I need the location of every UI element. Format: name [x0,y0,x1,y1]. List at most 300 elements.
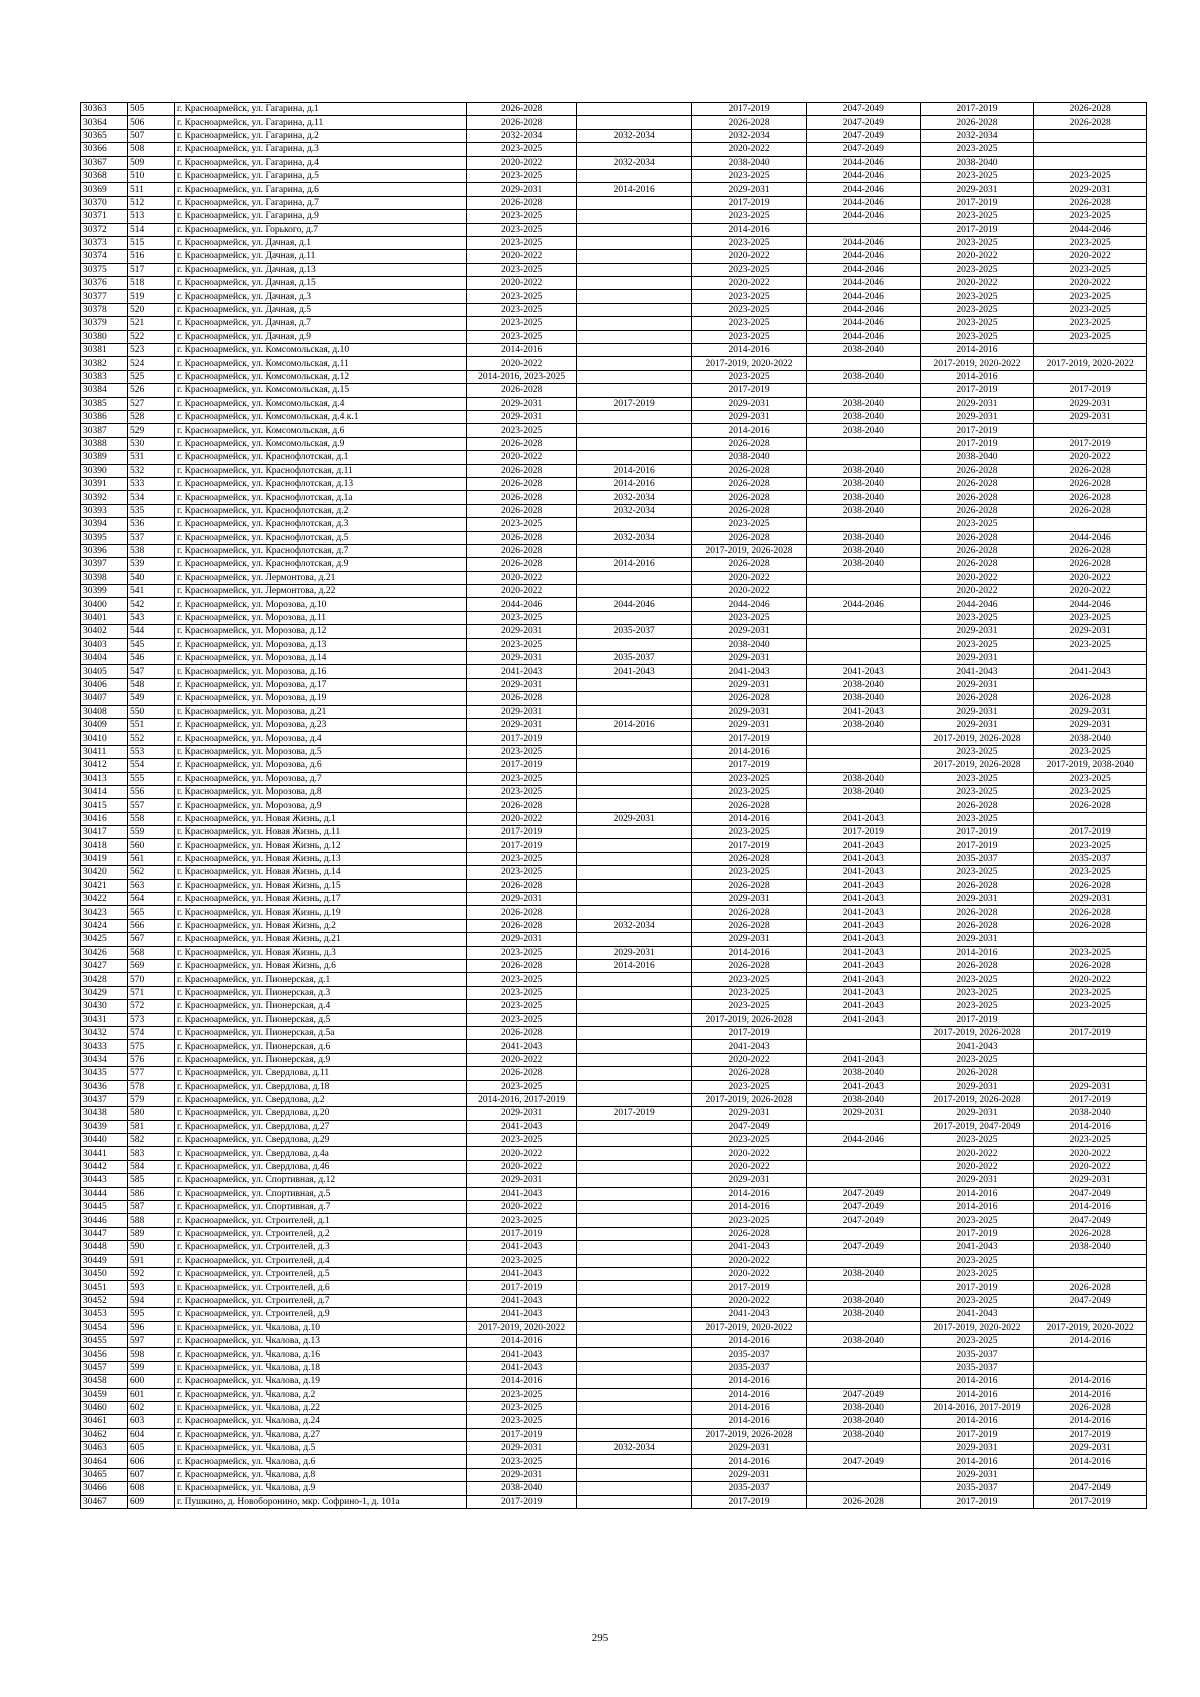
period-cell-3: 2020-2022 [692,143,807,156]
table-row [81,1147,1147,1160]
period-cell-2: 2014-2016 [577,960,692,973]
period-cell-6: 2020-2022 [1034,1160,1147,1173]
period-cell-5: 2026-2028 [920,919,1034,932]
address-cell: г. Красноармейск, ул. Морозова, д.5 [175,745,467,758]
period-cell-6: 2026-2028 [1034,491,1147,504]
period-cell-6: 2014-2016 [1034,1201,1147,1214]
period-cell-4: 2044-2046 [806,303,920,316]
period-cell-1: 2023-2025 [466,852,576,865]
address-cell: г. Красноармейск, ул. Гагарина, д.2 [175,129,467,142]
address-cell: г. Красноармейск, ул. Спортивная, д.12 [175,1174,467,1187]
period-cell-1: 2029-2031 [466,410,576,423]
period-cell-1: 2023-2025 [466,1388,576,1401]
period-cell-5: 2041-2043 [920,665,1034,678]
table-row [81,1482,1147,1495]
period-cell-4: 2038-2040 [806,1428,920,1441]
period-cell-1: 2029-2031 [466,893,576,906]
address-cell: г. Красноармейск, ул. Морозова, д.6 [175,759,467,772]
period-cell-4: 2044-2046 [806,169,920,182]
period-cell-1: 2017-2019 [466,826,576,839]
period-cell-5: 2041-2043 [920,1308,1034,1321]
period-cell-4: 2041-2043 [806,705,920,718]
period-cell-1: 2041-2043 [466,1241,576,1254]
period-cell-2 [577,799,692,812]
period-cell-4: 2038-2040 [806,1067,920,1080]
address-cell: г. Красноармейск, ул. Комсомольская, д.4 к.1 [175,410,467,423]
record-id-cell: 30450 [81,1267,128,1280]
period-cell-6 [1034,1348,1147,1361]
table-row [81,183,1147,196]
period-cell-2: 2032-2034 [577,504,692,517]
record-id-cell: 30388 [81,437,128,450]
period-cell-3: 2032-2034 [692,129,807,142]
period-cell-6: 2020-2022 [1034,277,1147,290]
record-id-cell: 30386 [81,410,128,423]
period-cell-2 [577,1227,692,1240]
period-cell-4: 2044-2046 [806,156,920,169]
record-id-cell: 30442 [81,1160,128,1173]
period-cell-5: 2029-2031 [920,705,1034,718]
period-cell-5: 2023-2025 [920,973,1034,986]
period-cell-4: 2044-2046 [806,330,920,343]
period-cell-4 [806,1160,920,1173]
address-cell: г. Красноармейск, ул. Строителей, д.9 [175,1308,467,1321]
item-number-cell: 591 [128,1254,175,1267]
table-row [81,1000,1147,1013]
table-row [81,290,1147,303]
item-number-cell: 513 [128,210,175,223]
record-id-cell: 30409 [81,718,128,731]
period-cell-4: 2047-2049 [806,103,920,116]
item-number-cell: 550 [128,705,175,718]
record-id-cell: 30437 [81,1093,128,1106]
period-cell-4: 2038-2040 [806,692,920,705]
period-cell-3: 2026-2028 [692,464,807,477]
period-cell-3: 2014-2016 [692,1388,807,1401]
period-cell-3: 2029-2031 [692,625,807,638]
period-cell-3: 2029-2031 [692,183,807,196]
period-cell-5: 2023-2025 [920,1053,1034,1066]
record-id-cell: 30446 [81,1214,128,1227]
table-row [81,665,1147,678]
period-cell-4: 2038-2040 [806,491,920,504]
table-row [81,973,1147,986]
period-cell-4: 2047-2049 [806,116,920,129]
table-row [81,893,1147,906]
period-cell-6: 2017-2019 [1034,384,1147,397]
table-row [81,1388,1147,1401]
period-cell-5: 2023-2025 [920,290,1034,303]
period-cell-3: 2023-2025 [692,973,807,986]
period-cell-1: 2017-2019 [466,1495,576,1508]
period-cell-1: 2020-2022 [466,357,576,370]
address-cell: г. Красноармейск, ул. Новая Жизнь, д.17 [175,893,467,906]
address-cell: г. Красноармейск, ул. Новая Жизнь, д.2 [175,919,467,932]
address-cell: г. Красноармейск, ул. Новая Жизнь, д.14 [175,866,467,879]
period-cell-4: 2041-2043 [806,986,920,999]
record-id-cell: 30385 [81,397,128,410]
period-cell-2 [577,678,692,691]
period-cell-6: 2029-2031 [1034,183,1147,196]
period-cell-5: 2026-2028 [920,504,1034,517]
table-row [81,1375,1147,1388]
table-row [81,1348,1147,1361]
period-cell-2 [577,1375,692,1388]
table-row [81,1227,1147,1240]
address-cell: г. Красноармейск, ул. Лермонтова, д.21 [175,571,467,584]
period-cell-6: 2029-2031 [1034,1080,1147,1093]
period-cell-6: 2017-2019 [1034,1428,1147,1441]
period-cell-4: 2041-2043 [806,906,920,919]
table-row [81,1053,1147,1066]
table-row [81,919,1147,932]
period-cell-3: 2026-2028 [692,531,807,544]
period-cell-6 [1034,1361,1147,1374]
period-cell-1: 2029-2031 [466,678,576,691]
record-id-cell: 30463 [81,1442,128,1455]
item-number-cell: 557 [128,799,175,812]
period-cell-3: 2017-2019, 2020-2022 [692,1321,807,1334]
period-cell-1: 2014-2016 [466,1334,576,1347]
period-cell-3: 2026-2028 [692,906,807,919]
period-cell-1: 2020-2022 [466,156,576,169]
period-cell-4: 2038-2040 [806,1267,920,1280]
period-cell-5: 2035-2037 [920,1361,1034,1374]
period-cell-5: 2023-2025 [920,1134,1034,1147]
period-cell-1: 2020-2022 [466,1201,576,1214]
record-id-cell: 30376 [81,277,128,290]
record-id-cell: 30405 [81,665,128,678]
period-cell-2 [577,344,692,357]
period-cell-4: 2044-2046 [806,250,920,263]
period-cell-4: 2041-2043 [806,812,920,825]
record-id-cell: 30395 [81,531,128,544]
record-id-cell: 30369 [81,183,128,196]
period-cell-6: 2026-2028 [1034,477,1147,490]
item-number-cell: 536 [128,518,175,531]
record-id-cell: 30454 [81,1321,128,1334]
item-number-cell: 599 [128,1361,175,1374]
period-cell-3: 2026-2028 [692,960,807,973]
address-cell: г. Красноармейск, ул. Чкалова, д.8 [175,1468,467,1481]
period-cell-2 [577,370,692,383]
period-cell-1: 2023-2025 [466,946,576,959]
address-cell: г. Красноармейск, ул. Дачная, д.15 [175,277,467,290]
period-cell-5: 2032-2034 [920,129,1034,142]
period-cell-5: 2023-2025 [920,638,1034,651]
period-cell-2: 2017-2019 [577,397,692,410]
period-cell-6: 2023-2025 [1034,303,1147,316]
table-row [81,397,1147,410]
period-cell-2 [577,866,692,879]
table-row [81,598,1147,611]
address-cell: г. Красноармейск, ул. Свердлова, д.46 [175,1160,467,1173]
record-id-cell: 30429 [81,986,128,999]
period-cell-1: 2026-2028 [466,464,576,477]
period-cell-2: 2044-2046 [577,598,692,611]
period-cell-4: 2044-2046 [806,317,920,330]
address-cell: г. Красноармейск, ул. Чкалова, д.2 [175,1388,467,1401]
period-cell-2: 2032-2034 [577,1442,692,1455]
item-number-cell: 600 [128,1375,175,1388]
period-cell-6: 2026-2028 [1034,692,1147,705]
period-cell-5: 2035-2037 [920,1348,1034,1361]
table-row [81,611,1147,624]
item-number-cell: 604 [128,1428,175,1441]
period-cell-3: 2023-2025 [692,1000,807,1013]
address-cell: г. Красноармейск, ул. Чкалова, д.6 [175,1455,467,1468]
period-cell-1: 2029-2031 [466,625,576,638]
period-cell-6: 2026-2028 [1034,919,1147,932]
table-row [81,1442,1147,1455]
item-number-cell: 572 [128,1000,175,1013]
period-cell-3: 2014-2016 [692,946,807,959]
record-id-cell: 30452 [81,1294,128,1307]
record-id-cell: 30370 [81,196,128,209]
period-cell-3: 2026-2028 [692,692,807,705]
address-cell: г. Красноармейск, ул. Новая Жизнь, д.12 [175,839,467,852]
item-number-cell: 582 [128,1134,175,1147]
period-cell-6: 2044-2046 [1034,531,1147,544]
period-cell-5: 2023-2025 [920,317,1034,330]
period-cell-3: 2029-2031 [692,410,807,423]
address-cell: г. Красноармейск, ул. Строителей, д.1 [175,1214,467,1227]
record-id-cell: 30408 [81,705,128,718]
item-number-cell: 562 [128,866,175,879]
item-number-cell: 575 [128,1040,175,1053]
address-cell: г. Красноармейск, ул. Гагарина, д.4 [175,156,467,169]
record-id-cell: 30444 [81,1187,128,1200]
table-row [81,330,1147,343]
record-id-cell: 30465 [81,1468,128,1481]
period-cell-3: 2023-2025 [692,1134,807,1147]
record-id-cell: 30378 [81,303,128,316]
record-id-cell: 30434 [81,1053,128,1066]
period-cell-4 [806,357,920,370]
period-cell-2 [577,196,692,209]
table-row [81,785,1147,798]
period-cell-4: 2038-2040 [806,1093,920,1106]
table-row [81,410,1147,423]
period-cell-5: 2035-2037 [920,1482,1034,1495]
record-id-cell: 30438 [81,1107,128,1120]
period-cell-5: 2017-2019, 2020-2022 [920,1321,1034,1334]
item-number-cell: 512 [128,196,175,209]
period-cell-2: 2017-2019 [577,1107,692,1120]
period-cell-5: 2014-2016 [920,1455,1034,1468]
table-row [81,236,1147,249]
address-cell: г. Красноармейск, ул. Морозова, д.14 [175,652,467,665]
period-cell-1: 2026-2028 [466,1067,576,1080]
item-number-cell: 525 [128,370,175,383]
period-cell-6: 2017-2019, 2020-2022 [1034,357,1147,370]
period-cell-5: 2026-2028 [920,531,1034,544]
period-cell-2 [577,250,692,263]
period-cell-2 [577,1482,692,1495]
address-cell: г. Красноармейск, ул. Гагарина, д.6 [175,183,467,196]
period-cell-1: 2023-2025 [466,638,576,651]
period-cell-5: 2026-2028 [920,906,1034,919]
period-cell-4 [806,1482,920,1495]
item-number-cell: 577 [128,1067,175,1080]
record-id-cell: 30467 [81,1495,128,1508]
period-cell-4: 2026-2028 [806,1495,920,1508]
record-id-cell: 30421 [81,879,128,892]
address-cell: г. Красноармейск, ул. Гагарина, д.1 [175,103,467,116]
period-cell-4: 2041-2043 [806,933,920,946]
address-cell: г. Красноармейск, ул. Новая Жизнь, д.1 [175,812,467,825]
period-cell-4: 2044-2046 [806,290,920,303]
table-row [81,1401,1147,1414]
table-row [81,571,1147,584]
period-cell-2 [577,277,692,290]
period-cell-1: 2023-2025 [466,1401,576,1414]
table-row [81,477,1147,490]
record-id-cell: 30466 [81,1482,128,1495]
period-cell-2 [577,451,692,464]
period-cell-6: 2017-2019 [1034,1093,1147,1106]
period-cell-1: 2023-2025 [466,210,576,223]
period-cell-3: 2029-2031 [692,705,807,718]
table-row [81,718,1147,731]
address-cell: г. Красноармейск, ул. Пионерская, д.9 [175,1053,467,1066]
period-cell-1: 2026-2028 [466,437,576,450]
period-cell-1: 2014-2016, 2017-2019 [466,1093,576,1106]
table-row [81,464,1147,477]
period-cell-5: 2023-2025 [920,1000,1034,1013]
period-cell-3: 2023-2025 [692,210,807,223]
period-cell-1: 2023-2025 [466,611,576,624]
address-cell: г. Красноармейск, ул. Дачная, д.9 [175,330,467,343]
period-cell-2 [577,826,692,839]
period-cell-6: 2020-2022 [1034,973,1147,986]
period-cell-6: 2026-2028 [1034,960,1147,973]
period-cell-4: 2047-2049 [806,1388,920,1401]
period-cell-4 [806,1026,920,1039]
period-cell-2 [577,1187,692,1200]
item-number-cell: 552 [128,732,175,745]
period-cell-6: 2023-2025 [1034,290,1147,303]
record-id-cell: 30392 [81,491,128,504]
period-cell-4: 2038-2040 [806,410,920,423]
address-cell: г. Красноармейск, ул. Пионерская, д.4 [175,1000,467,1013]
period-cell-3: 2014-2016 [692,344,807,357]
address-cell: г. Красноармейск, ул. Свердлова, д.20 [175,1107,467,1120]
period-cell-5: 2023-2025 [920,169,1034,182]
record-id-cell: 30457 [81,1361,128,1374]
period-cell-2 [577,1174,692,1187]
period-cell-2 [577,611,692,624]
period-cell-1: 2017-2019 [466,1227,576,1240]
period-cell-4 [806,384,920,397]
period-cell-6 [1034,129,1147,142]
record-id-cell: 30383 [81,370,128,383]
period-cell-6 [1034,652,1147,665]
address-cell: г. Красноармейск, ул. Строителей, д.3 [175,1241,467,1254]
period-cell-5: 2029-2031 [920,718,1034,731]
period-cell-1: 2026-2028 [466,384,576,397]
period-cell-5: 2023-2025 [920,745,1034,758]
item-number-cell: 571 [128,986,175,999]
table-row [81,1080,1147,1093]
address-cell: г. Красноармейск, ул. Морозова, д.13 [175,638,467,651]
period-cell-6: 2026-2028 [1034,103,1147,116]
period-cell-1: 2041-2043 [466,1040,576,1053]
period-cell-4: 2044-2046 [806,183,920,196]
period-cell-2: 2032-2034 [577,156,692,169]
period-cell-5: 2023-2025 [920,236,1034,249]
period-cell-3: 2017-2019 [692,732,807,745]
period-cell-4: 2041-2043 [806,973,920,986]
period-cell-2 [577,1468,692,1481]
table-row [81,451,1147,464]
period-cell-5: 2029-2031 [920,397,1034,410]
address-cell: г. Красноармейск, ул. Морозова, д.10 [175,598,467,611]
period-cell-6: 2047-2049 [1034,1187,1147,1200]
period-cell-5: 2017-2019 [920,1428,1034,1441]
table-row [81,317,1147,330]
table-row [81,1361,1147,1374]
period-cell-2 [577,692,692,705]
period-cell-4: 2017-2019 [806,826,920,839]
period-cell-2 [577,1294,692,1307]
period-cell-5: 2017-2019 [920,384,1034,397]
period-cell-2 [577,732,692,745]
address-cell: г. Красноармейск, ул. Дачная, д.1 [175,236,467,249]
period-cell-3: 2029-2031 [692,1107,807,1120]
period-cell-5: 2017-2019 [920,826,1034,839]
period-cell-4 [806,571,920,584]
period-cell-4 [806,638,920,651]
item-number-cell: 576 [128,1053,175,1066]
period-cell-6: 2020-2022 [1034,571,1147,584]
period-cell-4: 2047-2049 [806,129,920,142]
period-cell-6: 2017-2019 [1034,826,1147,839]
period-cell-2 [577,1214,692,1227]
period-cell-3: 2014-2016 [692,424,807,437]
record-id-cell: 30456 [81,1348,128,1361]
record-id-cell: 30373 [81,236,128,249]
period-cell-4: 2041-2043 [806,879,920,892]
address-cell: г. Красноармейск, ул. Чкалова, д.9 [175,1482,467,1495]
address-cell: г. Красноармейск, ул. Новая Жизнь, д.15 [175,879,467,892]
address-cell: г. Красноармейск, ул. Новая Жизнь, д.3 [175,946,467,959]
period-cell-4 [806,759,920,772]
period-cell-5: 2029-2031 [920,652,1034,665]
record-id-cell: 30402 [81,625,128,638]
period-cell-6: 2029-2031 [1034,625,1147,638]
item-number-cell: 510 [128,169,175,182]
period-cell-1: 2023-2025 [466,424,576,437]
table-row [81,143,1147,156]
period-cell-6: 2014-2016 [1034,1375,1147,1388]
period-cell-1: 2023-2025 [466,1214,576,1227]
table-row [81,1308,1147,1321]
address-cell: г. Красноармейск, ул. Морозова, д.17 [175,678,467,691]
item-number-cell: 595 [128,1308,175,1321]
period-cell-5: 2038-2040 [920,156,1034,169]
period-cell-6: 2041-2043 [1034,665,1147,678]
item-number-cell: 509 [128,156,175,169]
address-cell: г. Красноармейск, ул. Чкалова, д.19 [175,1375,467,1388]
address-cell: г. Красноармейск, ул. Новая Жизнь, д.21 [175,933,467,946]
period-cell-6: 2038-2040 [1034,1241,1147,1254]
period-cell-4 [806,652,920,665]
table-row [81,1294,1147,1307]
item-number-cell: 530 [128,437,175,450]
period-cell-2 [577,1361,692,1374]
address-cell: г. Красноармейск, ул. Морозова, д.11 [175,611,467,624]
